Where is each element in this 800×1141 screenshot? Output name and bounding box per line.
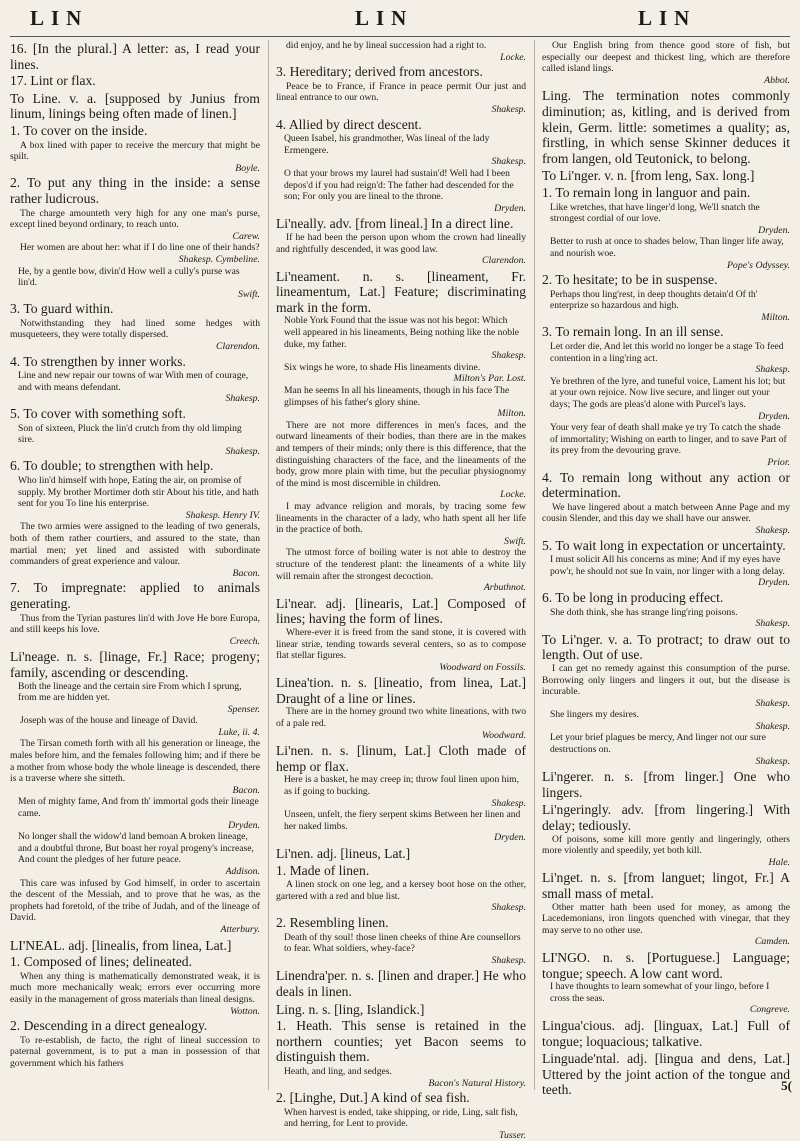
sense-definition: 4. Allied by direct descent.	[276, 116, 422, 132]
citation: Hale.	[768, 856, 790, 868]
verse-quotation: I have thoughts to learn somewhat of your lingo, before I cross the seas.	[550, 981, 770, 1004]
citation: Woodward.	[481, 729, 526, 741]
quotation: We have lingered about a match between Anne Page and my cousin Slender, and this day we shall have our answer.	[542, 501, 790, 525]
verse-quotation: He, by a gentle bow, divin'd How well a cully's purse was lin'd.	[18, 265, 240, 289]
citation: Atterbury.	[220, 923, 260, 935]
verse-quotation: Better to rush at once to shades below, Than linger life away, and nourish woe.	[550, 236, 784, 259]
dictionary-entry: LI'NEAL. adj. [linealis, from linea, Lat.]	[10, 937, 232, 953]
dictionary-entry: Li'neage. n. s. [linage, Fr.] Race; progeny; family, ascending or descending.	[10, 649, 260, 680]
dictionary-entry: Linea'tion. n. s. [lineatio, from linea, Lat.] Draught of a line or lines.	[276, 675, 526, 706]
quotation: The utmost force of boiling water is not able to destroy the structure of the tenderest plant: the lineaments of a white lily will remain after the strongest decoction.	[276, 547, 526, 582]
dictionary-entry: Li'ngeringly. adv. [from lingering.] With delay; tediously.	[542, 802, 790, 834]
citation: Wotton.	[230, 1005, 260, 1017]
citation: Dryden.	[494, 832, 526, 844]
sense-definition: 6. To be long in producing effect.	[542, 589, 724, 605]
quotation: Of poisons, some kill more gently and lingeringly, others more violently and speedily, yet both kill.	[542, 833, 790, 857]
sense-definition: 3. Hereditary; derived from ancestors.	[276, 64, 483, 80]
verse-quotation: Let your brief plagues be mercy, And linger not our sure destructions on.	[550, 732, 766, 756]
dictionary-entry: Ling. The termination notes commonly diminution; as, kitling, and is derived from klein, Germ. little: sometimes a quality; as, firstling, in which sense Skinner deduces it from langen, old Teutonick, to belong.	[542, 88, 790, 166]
verse-quotation: She lingers my desires.	[550, 709, 639, 721]
sense-definition: 16. [In the plural.] A letter: as, I read your lines.	[10, 41, 260, 72]
dictionary-entry: Li'neally. adv. [from lineal.] In a direct line.	[276, 216, 514, 232]
quotation: Our English bring from thence good store of fish, but especially our deepest and thickest ling, which are therefore called island lings.	[542, 40, 790, 75]
citation: Creech.	[229, 635, 260, 647]
citation: Locke.	[500, 51, 526, 63]
citation: Milton.	[761, 311, 790, 323]
header-right: LIN	[638, 6, 697, 30]
dictionary-entry: Li'nget. n. s. [from languet; lingot, Fr.] A small mass of metal.	[542, 870, 790, 901]
verse-quotation: O that your brows my laurel had sustain'd! Well had I been depos'd if you had reign'd: The father had descended for the son; For only you are lineal to the throne.	[284, 167, 514, 203]
column-left	[10, 40, 260, 1095]
citation: Clarendon.	[216, 341, 260, 353]
verse-quotation: Here is a basket, he may creep in; throw foul linen upon him, as if going to bucking.	[284, 774, 519, 798]
verse-quotation: Heath, and ling, and sedges.	[284, 1065, 392, 1077]
sense-definition: 7. To impregnate: applied to animals generating.	[10, 580, 260, 611]
sense-definition: 1. Made of linen.	[276, 862, 370, 878]
citation: Congreve.	[749, 1004, 790, 1016]
verse-quotation: Son of sixteen, Pluck the lin'd crutch from thy old limping sire.	[18, 422, 242, 446]
citation: Shakesp.	[491, 902, 526, 914]
sense-definition: 5. To cover with something soft.	[10, 406, 186, 422]
quotation: A box lined with paper to receive the mercury that might be spilt.	[10, 139, 260, 163]
quotation: Where-ever it is freed from the sand stone, it is covered with linear striæ, tending towards several centers, so as to compose flat stellar figures.	[276, 626, 526, 662]
header-rule	[10, 36, 790, 37]
citation: Swift.	[237, 288, 260, 300]
citation: Spenser.	[227, 703, 260, 715]
verse-quotation: Perhaps thou ling'rest, in deep thoughts detain'd Of th' enterprize so hazardous and high.	[550, 288, 758, 312]
citation: Dryden.	[758, 224, 790, 236]
running-header	[0, 6, 800, 36]
citation: Shakesp.	[225, 445, 260, 457]
quotation: A linen stock on one leg, and a kersey boot hose on the other, gartered with a red and blue list.	[276, 879, 526, 902]
quotation: If he had been the person upon whom the crown had lineally and rightfully descended, it was good law.	[276, 231, 526, 255]
dictionary-entry: Linendra'per. n. s. [linen and draper.] He who deals in linen.	[276, 968, 526, 999]
dictionary-entry: Li'near. adj. [linearis, Lat.] Composed of lines; having the form of lines.	[276, 595, 526, 627]
verse-quotation: Both the lineage and the certain sire From which I sprung, from me are hidden yet.	[18, 680, 242, 704]
quotation: Other matter hath been used for money, as among the Lacedemonians, iron lingots quenched with vinegar, that they may serve to no other use.	[542, 901, 790, 936]
citation: Luke, ii. 4.	[218, 726, 260, 738]
quotation: did enjoy, and he by lineal succession had a right to.	[286, 40, 487, 51]
citation: Bacon.	[232, 784, 260, 796]
column-divider	[268, 40, 269, 1090]
sense-definition: 1. To remain long in languor and pain.	[542, 184, 751, 200]
verse-quotation: Let order die, And let this world no longer be a stage To feed contention in a ling'ring act.	[550, 341, 784, 364]
verse-quotation: Like wretches, that have linger'd long, We'll snatch the strongest cordial of our love.	[550, 201, 760, 225]
sense-definition: 4. To remain long without any action or determination.	[542, 469, 790, 501]
citation: Prior.	[767, 457, 790, 468]
page-number: 5(	[781, 1078, 792, 1093]
citation: Dryden.	[758, 577, 790, 589]
quotation: The Tirsan cometh forth with all his generation or lineage, the males before him, and the females following him; and if there be a mother from whose body the whole lineage is descended, there is a traverse where she sitteth.	[10, 738, 260, 785]
citation: Shakesp.	[755, 618, 790, 630]
sense-definition: 4. To strengthen by inner works.	[10, 353, 186, 369]
citation: Shakesp. Cymbeline.	[178, 253, 260, 265]
verse-quotation: Noble York Found that the issue was not his begot: Which well appeared in his lineaments, Being nothing like the noble duke, my father.	[284, 315, 519, 350]
dictionary-entry: Li'neament. n. s. [lineament, Fr. lineamentum, Lat.] Feature; discriminating mark in the form.	[276, 268, 526, 315]
citation: Shakesp.	[491, 954, 526, 966]
dictionary-entry: Li'nen. n. s. [linum, Lat.] Cloth made of hemp or flax.	[276, 743, 526, 774]
verse-quotation: Your very fear of death shall make ye try To catch the shade of immortality; Wishing on earth to linger, and to save Part of its prey from the devouring grave.	[550, 422, 787, 457]
verse-quotation: Man he seems In all his lineaments, though in his face The glimpses of his father's glory shine.	[284, 385, 510, 408]
quotation: This care was infused by God himself, in order to ascertain the descent of the Messiah, and to prove that he was, as the prophets had foretold, of the tribe of Judah, and of the lineage of David.	[10, 877, 260, 924]
quotation: I can get no remedy against this consumption of the purse. Borrowing only lingers and lingers it out, but the disease is incurable.	[542, 662, 790, 698]
citation: Locke.	[500, 489, 526, 501]
dictionary-entry: LI'NGO. n. s. [Portuguese.] Language; tongue; speech. A low cant word.	[542, 949, 790, 981]
citation: Camden.	[754, 936, 790, 948]
sense-definition: 5. To wait long in expectation or uncertainty.	[542, 537, 786, 553]
verse-quotation: When harvest is ended, take shipping, or ride, Ling, salt fish, and herring, for Lent to provide.	[284, 1106, 518, 1130]
verse-quotation: Men of mighty fame, And from th' immortal gods their lineage came.	[18, 796, 259, 820]
quotation: When any thing is mathematically demonstrated weak, it is much more mechanically weak; errors ever occurring more easily in the management of gross materials than lineal designs.	[10, 970, 260, 1005]
citation: Dryden.	[758, 410, 790, 422]
citation: Woodward on Fossils.	[439, 661, 526, 673]
citation: Tusser.	[499, 1129, 526, 1141]
citation: Shakesp.	[755, 755, 790, 767]
quotation: Joseph was of the house and lineage of David.	[20, 715, 198, 727]
dictionary-entry: Ling. n. s. [ling, Islandick.]	[276, 1001, 425, 1017]
citation: Shakesp.	[491, 103, 526, 115]
quotation: The charge amounteth very high for any one man's purse, except lined beyond ordinary, to reach unto.	[10, 207, 260, 231]
sense-definition: 1. Composed of lines; delineated.	[10, 954, 192, 970]
quotation: There are not more differences in men's faces, and the outward lineaments of their bodies, than there are in the makes and tempers of their minds; only there is this difference, that the distinguishing characters of the face, and the lineaments of the body, grow more plain with time, but the peculiar physiognomy of the mind is most discernible in children.	[276, 419, 526, 489]
verse-quotation: Death of thy soul! those linen cheeks of thine Are counsellors to fear. What soldiers, whey-face?	[284, 931, 521, 955]
citation: Addison.	[225, 866, 260, 877]
citation: Dryden.	[494, 202, 526, 214]
citation: Milton.	[497, 408, 526, 420]
sense-definition: 2. To put any thing in the inside: a sense rather ludicrous.	[10, 175, 260, 206]
citation: Shakesp.	[755, 524, 790, 536]
sense-definition: 17. Lint or flax.	[10, 73, 96, 89]
dictionary-entry: To Line. v. a. [supposed by Junius from linum, linings being often made of linen.]	[10, 90, 260, 122]
citation: Shakesp.	[755, 697, 790, 709]
column-right	[542, 40, 790, 1098]
dictionary-entry: Li'nen. adj. [lineus, Lat.]	[276, 846, 411, 861]
dictionary-entry: Li'ngerer. n. s. [from linger.] One who lingers.	[542, 769, 790, 800]
citation: Carew.	[232, 230, 260, 242]
citation: Shakesp.	[755, 364, 790, 376]
quotation: The two armies were assigned to the leading of two generals, both of them rather courtiers, and assured to the state, than martial men; yet lined and assisted with subordinate commanders of great experience and valour.	[10, 521, 260, 568]
citation: Shakesp.	[491, 350, 526, 362]
quotation: I may advance religion and morals, by tracing some few lineaments in the character of a lady, who hath spent all her life in the practice of both.	[276, 500, 526, 536]
citation: Bacon.	[232, 567, 260, 579]
citation: Milton's Par. Lost.	[453, 373, 526, 385]
sense-definition: 1. To cover on the inside.	[10, 122, 148, 138]
verse-quotation: I must solicit All his concerns as mine; And if my eyes have pow'r, he should not sue In vain, nor linger with a long delay.	[550, 554, 785, 577]
sense-definition: 3. To remain long. In an ill sense.	[542, 324, 724, 340]
citation: Bacon's Natural History.	[428, 1077, 526, 1089]
citation: Swift.	[503, 535, 526, 547]
quotation: Notwithstanding they had lined some hedges with musqueteers, they were totally dispersed.	[10, 317, 260, 341]
dictionary-entry: Linguade'ntal. adj. [lingua and dens, Lat.] Uttered by the joint action of the tongue and teeth.	[542, 1051, 790, 1098]
header-left: LIN	[30, 6, 89, 30]
citation: Shakesp.	[755, 720, 790, 732]
dictionary-entry: To Li'nger. v. a. To protract; to draw out to length. Out of use.	[542, 631, 790, 663]
sense-definition: 2. [Linghe, Dut.] A kind of sea fish.	[276, 1090, 470, 1106]
verse-quotation: Ye brethren of the lyre, and tuneful voice, Lament his lot; but at your own rejoice. Now live secure, and linger out your days; The gods are pleas'd alone with Purcel's lays.	[550, 375, 786, 411]
citation: Abbot.	[764, 74, 790, 86]
citation: Pope's Odyssey.	[726, 259, 790, 271]
header-center: LIN	[355, 6, 414, 30]
dictionary-entry: To Li'nger. v. n. [from leng, Sax. long.]	[542, 168, 755, 184]
verse-quotation: Who lin'd himself with hope, Eating the air, on promise of supply. My brother Mortimer doth stir About his title, and hath sent for you To line his enterprise.	[18, 475, 259, 510]
verse-quotation: She doth think, she has strange ling'ring poisons.	[550, 606, 738, 618]
verse-quotation: No longer shall the widow'd land bemoan A broken lineage, and a doubtful throne, But boast her royal progeny's increase, And count the pledges of her future peace.	[18, 831, 254, 866]
sense-definition: 6. To double; to strengthen with help.	[10, 458, 214, 474]
quotation: There are in the horney ground two white lineations, with two of a pale red.	[276, 706, 526, 730]
citation: Boyle.	[235, 162, 260, 174]
verse-quotation: Six wings he wore, to shade His lineaments divine.	[284, 361, 481, 373]
verse-quotation: Queen Isabel, his grandmother, Was lineal of the lady Ermengere.	[284, 133, 490, 156]
verse-quotation: Unseen, unfelt, the fiery serpent skims Between her linen and her naked limbs.	[284, 809, 521, 832]
citation: Arbuthnot.	[483, 582, 526, 594]
citation: Clarendon.	[482, 255, 526, 267]
citation: Shakesp.	[491, 797, 526, 809]
quotation: To re-establish, de facto, the right of lineal succession to paternal government, is to put a man in possession of that government which his fathers	[10, 1034, 260, 1069]
quotation: Peace be to France, if France in peace permit Our just and lineal entrance to our own.	[276, 80, 526, 104]
sense-definition: 2. Descending in a direct genealogy.	[10, 1018, 208, 1034]
quotation: Her women are about her: what if I do line one of their hands?	[20, 242, 260, 254]
sense-definition: 2. To hesitate; to be in suspense.	[542, 272, 718, 288]
sense-definition: 3. To guard within.	[10, 301, 114, 317]
citation: Shakesp. Henry IV.	[185, 509, 260, 521]
column-middle	[276, 40, 526, 1141]
citation: Shakesp.	[225, 393, 260, 405]
quotation: Thus from the Tyrian pastures lin'd with Jove He bore Europa, and still keeps his love.	[10, 612, 260, 636]
dictionary-entry: Lingua'cious. adj. [linguax, Lat.] Full of tongue; loquacious; talkative.	[542, 1017, 790, 1049]
citation: Dryden.	[228, 819, 260, 831]
citation: Shakesp.	[491, 156, 526, 168]
sense-definition: 2. Resembling linen.	[276, 914, 389, 930]
sense-definition: 1. Heath. This sense is retained in the northern counties; yet Bacon seems to distinguish them.	[276, 1018, 526, 1065]
verse-quotation: Line and new repair our towns of war With men of courage, and with means defendant.	[18, 370, 249, 393]
column-divider	[534, 40, 535, 1090]
